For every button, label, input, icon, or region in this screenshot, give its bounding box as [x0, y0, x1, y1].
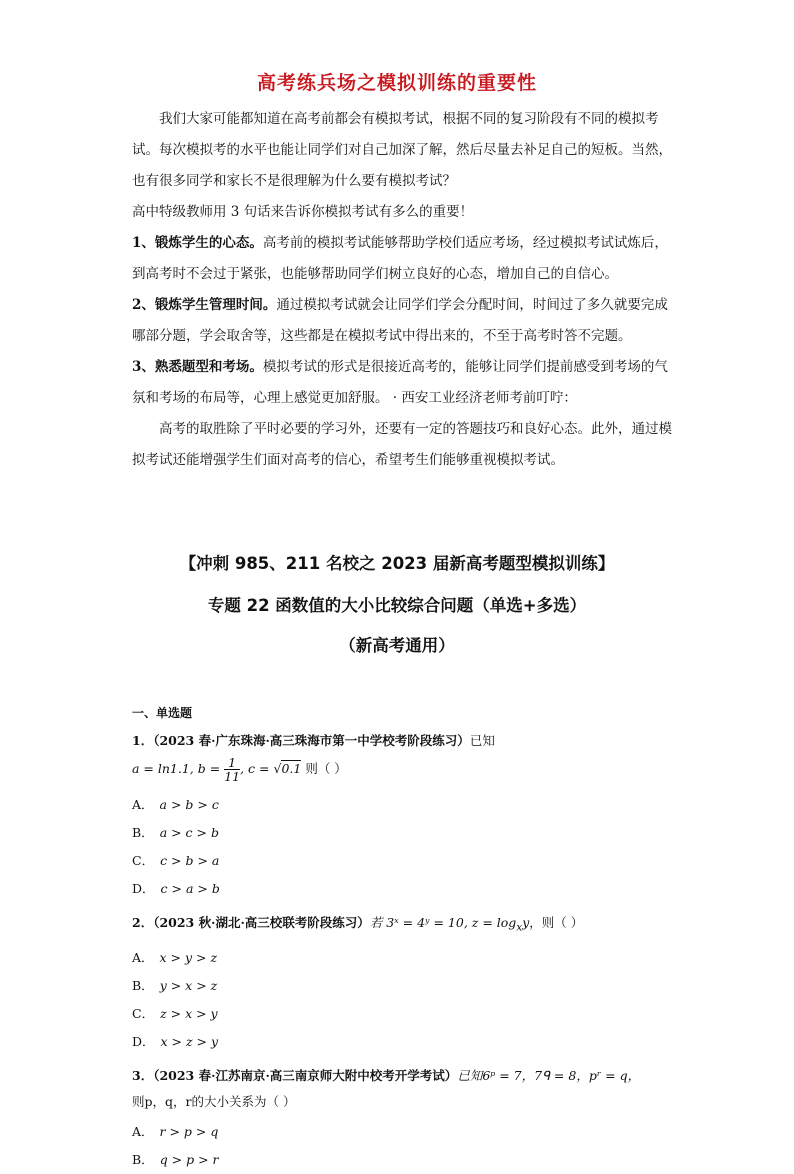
- fraction-denominator: 11: [224, 769, 241, 784]
- question-3-options: [132, 1118, 672, 1174]
- option-expr: y > x > z: [159, 977, 218, 993]
- option-expr: q > p > r: [159, 1151, 219, 1167]
- option-label: A．: [132, 949, 154, 965]
- exam-heading: 【冲刺 985、211 名校之 2023 届新高考题型模拟训练】: [179, 554, 615, 573]
- article-body: [132, 104, 672, 476]
- option-1d[interactable]: [132, 875, 408, 903]
- option-label: C．: [132, 853, 155, 868]
- exam-scope: （新高考通用）: [339, 636, 455, 655]
- option-label: A．: [132, 797, 154, 812]
- option-1c[interactable]: [132, 847, 408, 875]
- option-label: A．: [132, 1123, 154, 1139]
- option-1a[interactable]: [132, 791, 408, 819]
- point-3: [132, 352, 672, 414]
- option-label: C．: [132, 1005, 155, 1021]
- option-expr: r > p > q: [159, 1123, 219, 1139]
- question-1-eq-c: , c =: [240, 761, 270, 776]
- closing-paragraph: 高考的取胜除了平时必要的学习外，还要有一定的答题技巧和良好心态。此外，通过模拟考试还能增强学生们面对高考的信心，希望考生们能够重视模拟考试。: [132, 421, 672, 468]
- option-expr: x > y > z: [159, 949, 218, 965]
- point-1-head: 1、锻炼学生的心态。: [132, 235, 263, 251]
- question-1-sqrt-value: 0.1: [281, 761, 302, 776]
- option-2c[interactable]: [132, 1000, 408, 1028]
- option-1b[interactable]: [132, 819, 408, 847]
- point-2: [132, 290, 672, 352]
- option-2a[interactable]: [132, 944, 408, 972]
- spacer: [132, 1056, 672, 1066]
- option-2b[interactable]: [132, 972, 408, 1000]
- option-expr: c > b > a: [160, 853, 220, 868]
- exam-topic: 专题 22 函数值的大小比较综合问题（单选+多选）: [207, 596, 587, 615]
- question-1-source: （2023 春·广东珠海·高三珠海市第一中学校考阶段练习）: [153, 733, 470, 748]
- spacer: [132, 903, 672, 913]
- teacher-paragraph: 高中特级教师用 3 句话来告诉你模拟考试有多么的重要！: [132, 204, 474, 220]
- question-1-formula: a = ln1.1, b = $\frac{1}{11}$ , c = √0.1 则（ ）: [132, 755, 347, 784]
- question-3-stem: 已知6ᵖ = 7，7ᑫ = 8，pʳ = q，: [457, 1067, 641, 1083]
- question-2-options: [132, 944, 672, 1056]
- question-1-options: [132, 791, 672, 903]
- point-2-body: 通过模拟考试就会让同学们学会分配时间，时间过了多久就要完成哪部分题，学会取舍等，这些都是在模拟考试中得出来的，不至于高考时答不完题。: [132, 297, 668, 344]
- question-1: [132, 731, 672, 903]
- option-label: B．: [132, 825, 154, 840]
- option-label: B．: [132, 1151, 154, 1167]
- option-expr: c > a > b: [160, 881, 220, 896]
- question-1-tail: 则（ ）: [301, 761, 347, 776]
- question-2-stem: 若 3ˣ = 4ʸ = 10, z = log: [369, 915, 517, 930]
- question-3-source: （2023 春·江苏南京·高三南京师大附中校考开学考试）: [153, 1067, 458, 1083]
- question-2-tail: ，则（ ）: [529, 915, 584, 930]
- point-3-head: 3、熟悉题型和考场。: [132, 359, 263, 375]
- question-1-number: 1．: [132, 733, 154, 748]
- section-title: 一、单选题: [132, 706, 193, 720]
- intro-paragraph: 我们大家可能都知道在高考前都会有模拟考试，根据不同的复习阶段有不同的模拟考试。每次模拟考的水平也能让同学们对自己加深了解，然后尽量去补足自己的短板。当然，也有很多同学和家长不是很理解为什么要有模拟考试？: [132, 111, 672, 189]
- point-1: [132, 228, 672, 290]
- option-expr: a > c > b: [159, 825, 219, 840]
- option-expr: a > b > c: [159, 797, 219, 812]
- option-label: D．: [132, 881, 155, 896]
- point-2-head: 2、锻炼学生管理时间。: [132, 297, 277, 313]
- question-2-number: 2．: [132, 915, 154, 930]
- fraction-numerator: 1: [224, 756, 240, 770]
- article-title: 高考练兵场之模拟训练的重要性: [256, 72, 537, 94]
- question-3-number: 3．: [132, 1067, 154, 1083]
- question-2-source: （2023 秋·湖北·高三校联考阶段练习）: [153, 915, 370, 930]
- option-expr: z > x > y: [160, 1005, 218, 1021]
- question-3: [132, 1066, 672, 1174]
- point-3-body: 模拟考试的形式是很接近高考的，能够让同学们提前感受到考场的气氛和考场的布局等，心理上感觉更加舒服。 · 西安工业经济老师考前叮咛：: [132, 359, 668, 406]
- question-3-stem-line2: 则p，q，r的大小关系为（ ）: [132, 1093, 296, 1109]
- question-1-stem: 已知: [469, 733, 495, 748]
- question-list: [132, 704, 672, 1174]
- option-expr: x > z > y: [160, 1033, 219, 1049]
- question-2-log-arg: y: [522, 915, 530, 930]
- question-2-log-base: x: [516, 921, 523, 934]
- question-1-fraction: [224, 756, 240, 783]
- option-2d[interactable]: [132, 1028, 408, 1056]
- option-label: B．: [132, 977, 154, 993]
- point-1-body: 高考前的模拟考试能够帮助学校们适应考场，经过模拟考试试炼后，到高考时不会过于紧张，也能够帮助同学们树立良好的心态，增加自己的自信心。: [132, 235, 668, 282]
- option-3a[interactable]: [132, 1118, 408, 1146]
- option-3b[interactable]: [132, 1146, 408, 1174]
- question-1-eq-a: a = ln1.1, b =: [132, 761, 221, 776]
- question-2: [132, 913, 672, 1056]
- option-label: D．: [132, 1033, 155, 1049]
